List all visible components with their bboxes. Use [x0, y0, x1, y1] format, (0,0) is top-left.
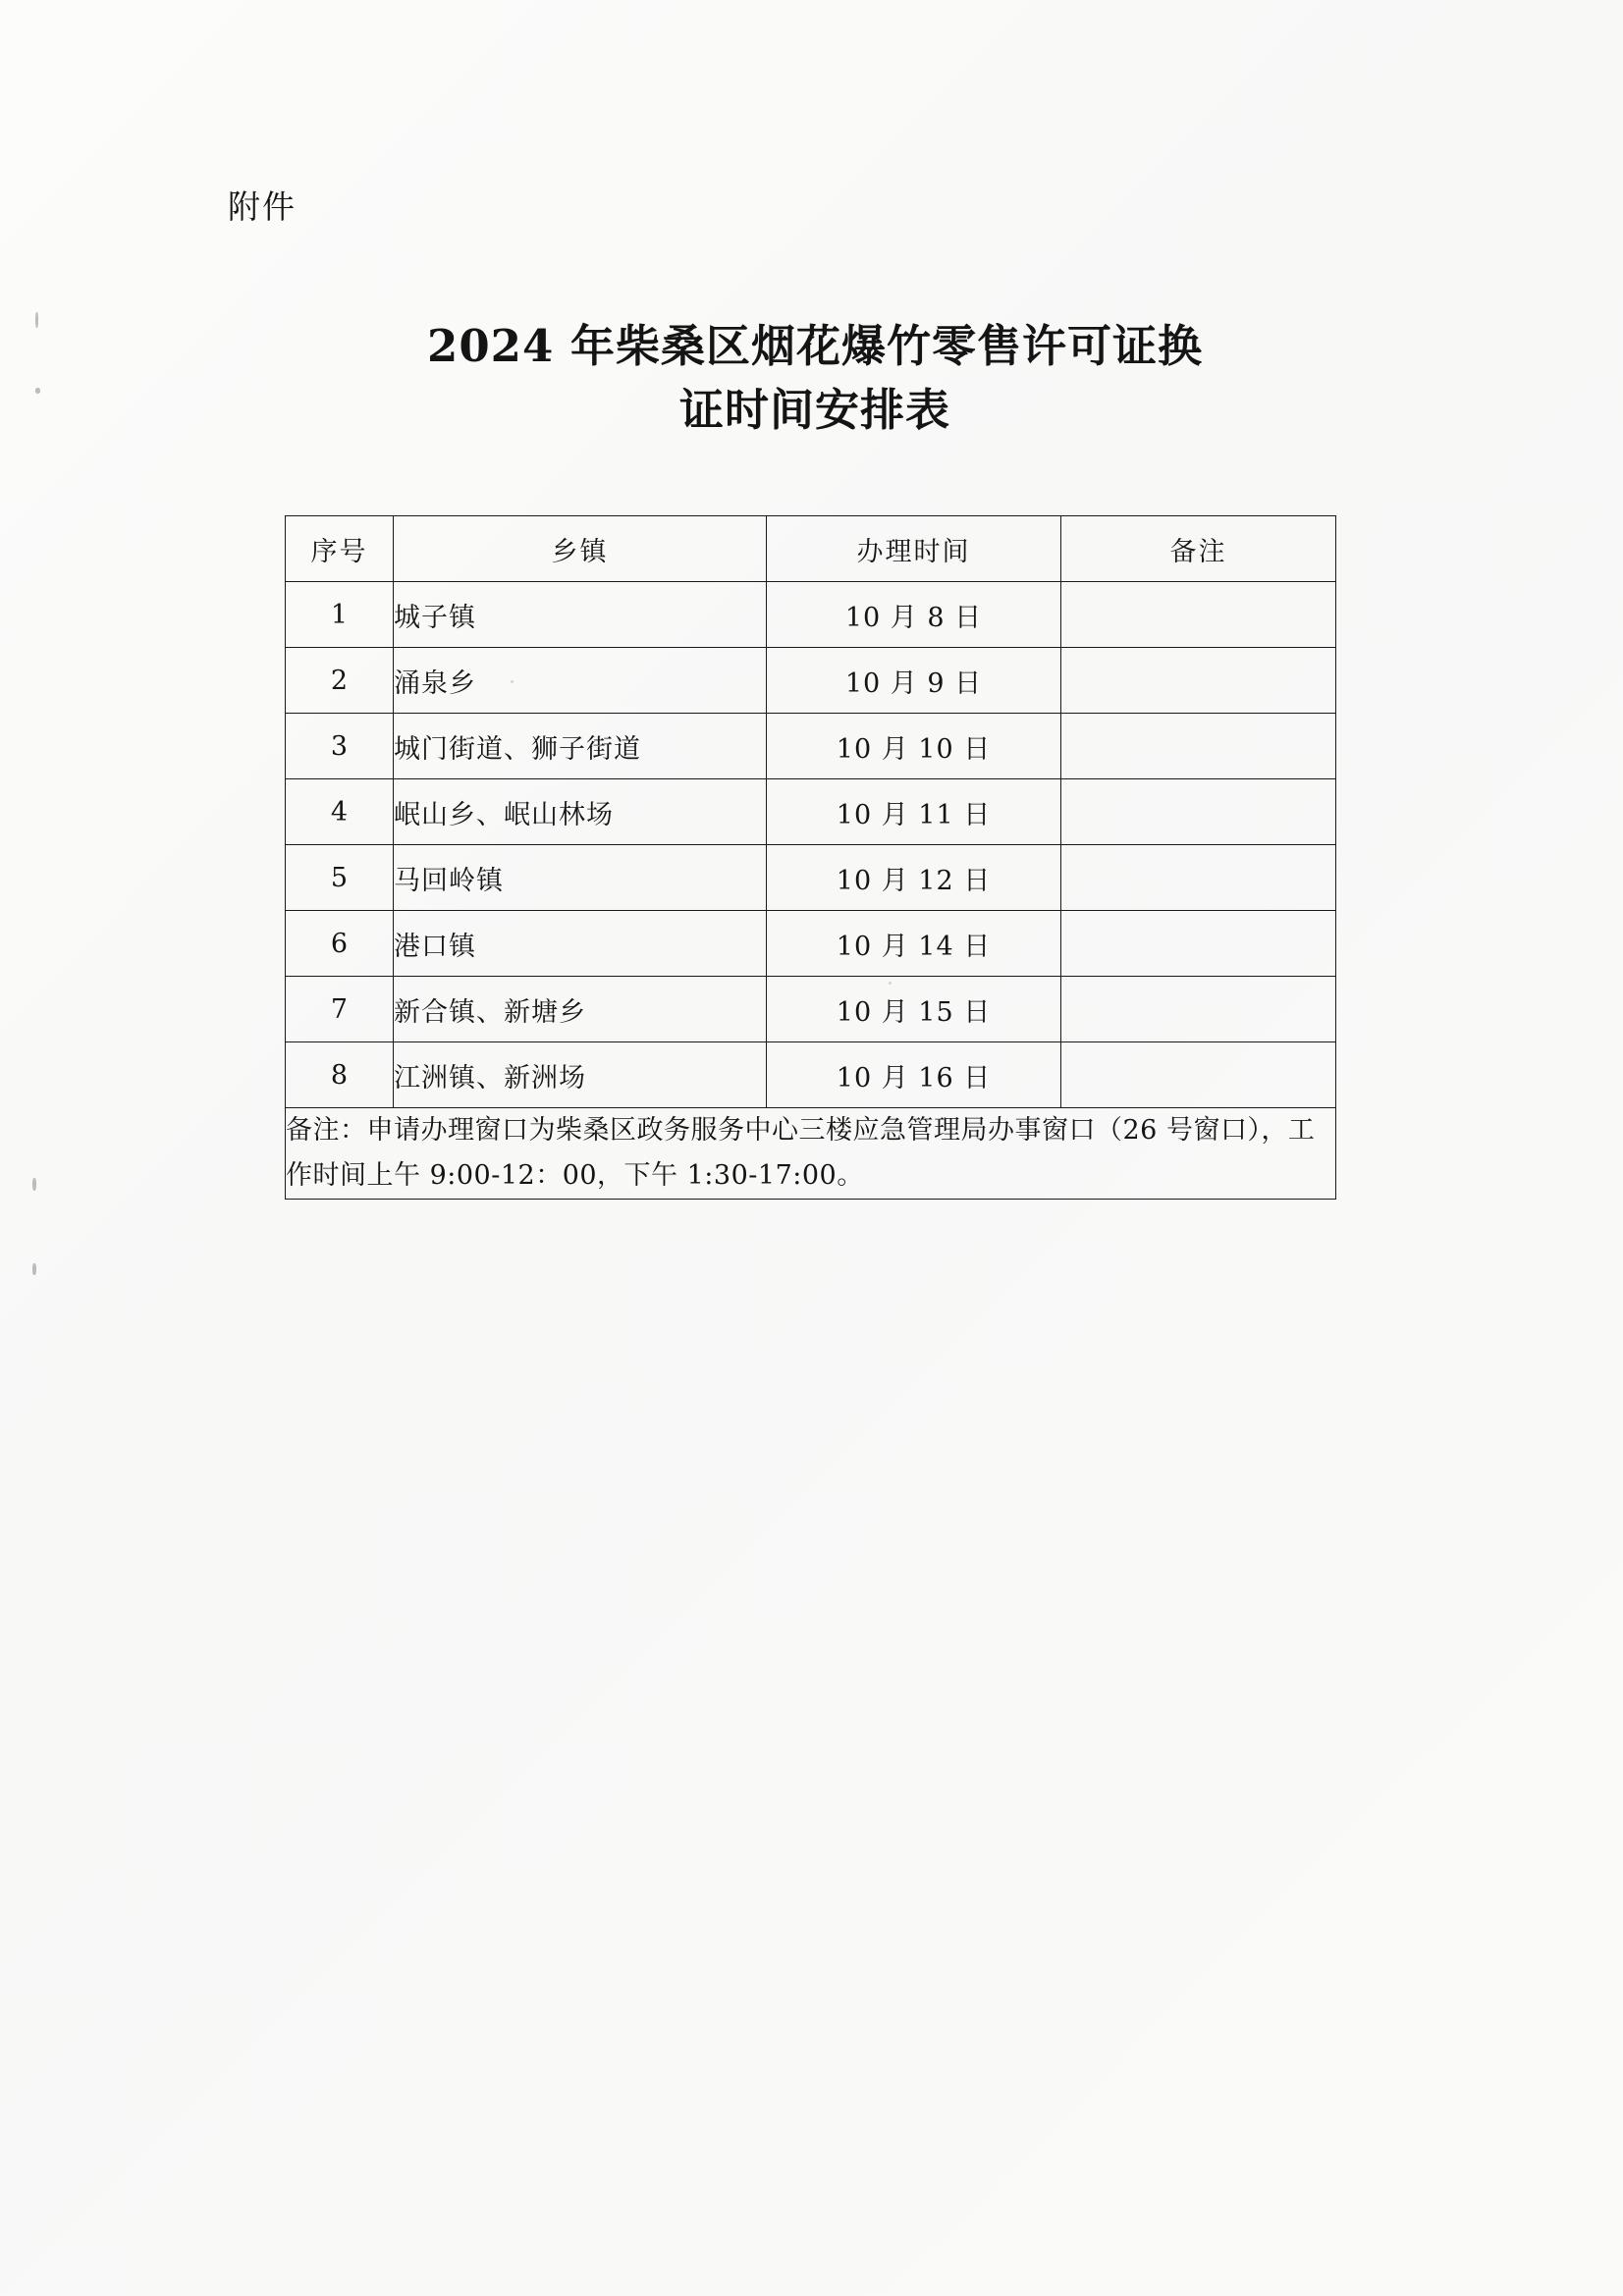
- cell-date: 10 月 9 日: [767, 648, 1061, 714]
- table-header-row: [286, 516, 1336, 582]
- cell-note: [1061, 977, 1336, 1042]
- table-footnote-row: [286, 1108, 1336, 1200]
- cell-date: 10 月 16 日: [767, 1042, 1061, 1108]
- attachment-label: 附件: [228, 187, 297, 226]
- column-header-town: 乡镇: [394, 516, 767, 582]
- cell-index: 5: [286, 845, 394, 911]
- scan-artifact: [32, 1178, 36, 1191]
- cell-date: 10 月 11 日: [767, 779, 1061, 845]
- scan-artifact: [32, 1263, 36, 1275]
- schedule-table: [285, 515, 1336, 1200]
- cell-index: 1: [286, 582, 394, 648]
- cell-date: 10 月 8 日: [767, 582, 1061, 648]
- cell-town: 城子镇: [394, 582, 767, 648]
- cell-note: [1061, 648, 1336, 714]
- cell-index: 4: [286, 779, 394, 845]
- cell-index: 6: [286, 911, 394, 977]
- table-row: [286, 911, 1336, 977]
- cell-town: 港口镇: [394, 911, 767, 977]
- table-row: [286, 845, 1336, 911]
- column-header-note: 备注: [1061, 516, 1336, 582]
- cell-town: 涌泉乡: [394, 648, 767, 714]
- cell-date: 10 月 12 日: [767, 845, 1061, 911]
- cell-date: 10 月 14 日: [767, 911, 1061, 977]
- cell-note: [1061, 845, 1336, 911]
- cell-note: [1061, 779, 1336, 845]
- table-row: [286, 714, 1336, 779]
- page-title-line-1: 2024 年柴桑区烟花爆竹零售许可证换: [427, 320, 1203, 372]
- page-title: [285, 314, 1345, 443]
- table-row: [286, 648, 1336, 714]
- cell-index: 2: [286, 648, 394, 714]
- page-title-line-2: 证时间安排表: [678, 384, 950, 437]
- cell-town: 马回岭镇: [394, 845, 767, 911]
- cell-note: [1061, 714, 1336, 779]
- table-row: [286, 1042, 1336, 1108]
- cell-town: 城门街道、狮子街道: [394, 714, 767, 779]
- cell-index: 8: [286, 1042, 394, 1108]
- scan-artifact: [511, 680, 514, 683]
- scan-artifact: [889, 982, 892, 985]
- table-row: [286, 582, 1336, 648]
- scan-artifact: [35, 312, 38, 328]
- cell-note: [1061, 582, 1336, 648]
- cell-town: 江洲镇、新洲场: [394, 1042, 767, 1108]
- table-footnote: 备注：申请办理窗口为柴桑区政务服务中心三楼应急管理局办事窗口（26 号窗口），工作时间上午 9:00-12：00，下午 1:30-17:00。: [286, 1108, 1336, 1200]
- cell-note: [1061, 911, 1336, 977]
- cell-town: 新合镇、新塘乡: [394, 977, 767, 1042]
- table-row: [286, 779, 1336, 845]
- cell-date: 10 月 10 日: [767, 714, 1061, 779]
- cell-date: 10 月 15 日: [767, 977, 1061, 1042]
- cell-index: 7: [286, 977, 394, 1042]
- cell-town: 岷山乡、岷山林场: [394, 779, 767, 845]
- cell-note: [1061, 1042, 1336, 1108]
- cell-index: 3: [286, 714, 394, 779]
- column-header-index: 序号: [286, 516, 394, 582]
- scan-artifact: [35, 388, 40, 394]
- column-header-date: 办理时间: [767, 516, 1061, 582]
- table-row: [286, 977, 1336, 1042]
